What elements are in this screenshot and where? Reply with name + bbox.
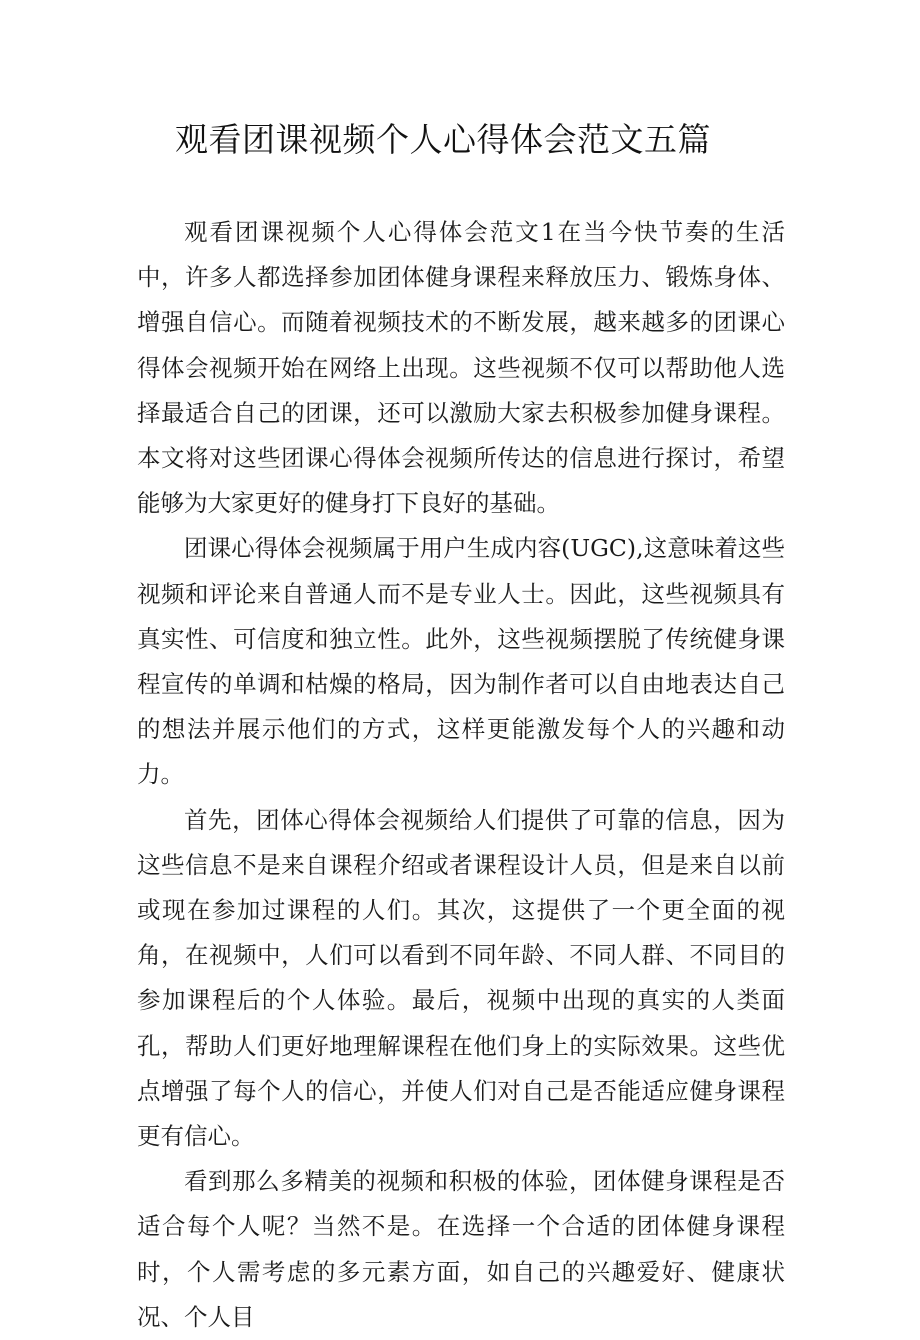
- document-title: 观看团课视频个人心得体会范文五篇: [175, 120, 711, 159]
- paragraph-1: 观看团课视频个人心得体会范文1在当今快节奏的生活中，许多人都选择参加团体健身课程来释放压力、锻炼身体、增强自信心。而随着视频技术的不断发展，越来越多的团课心得体会视频开始在网络上出现。这些视频不仅可以帮助他人选择最适合自己的团课，还可以激励大家去积极参加健身课程。本文将对这些团课心得体会视频所传达的信息进行探讨，希望能够为大家更好的健身打下良好的基础。: [137, 218, 785, 518]
- document-body: [137, 210, 785, 1340]
- paragraph-3: 首先，团体心得体会视频给人们提供了可靠的信息，因为这些信息不是来自课程介绍或者课程设计人员，但是来自以前或现在参加过课程的人们。其次，这提供了一个更全面的视角，在视频中，人们可以看到不同年龄、不同人群、不同目的参加课程后的个人体验。最后，视频中出现的真实的人类面孔，帮助人们更好地理解课程在他们身上的实际效果。这些优点增强了每个人的信心，并使人们对自己是否能适应健身课程更有信心。: [137, 805, 785, 1151]
- paragraph-4: 看到那么多精美的视频和积极的体验，团体健身课程是否适合每个人呢？当然不是。在选择一个合适的团体健身课程时，个人需考虑的多元素方面，如自己的兴趣爱好、健康状况、个人目: [137, 1167, 785, 1331]
- paragraph-2: 团课心得体会视频属于用户生成内容(UGC),这意味着这些视频和评论来自普通人而不是专业人士。因此，这些视频具有真实性、可信度和独立性。此外，这些视频摆脱了传统健身课程宣传的单调和枯燥的格局，因为制作者可以自由地表达自己的想法并展示他们的方式，这样更能激发每个人的兴趣和动力。: [137, 534, 785, 789]
